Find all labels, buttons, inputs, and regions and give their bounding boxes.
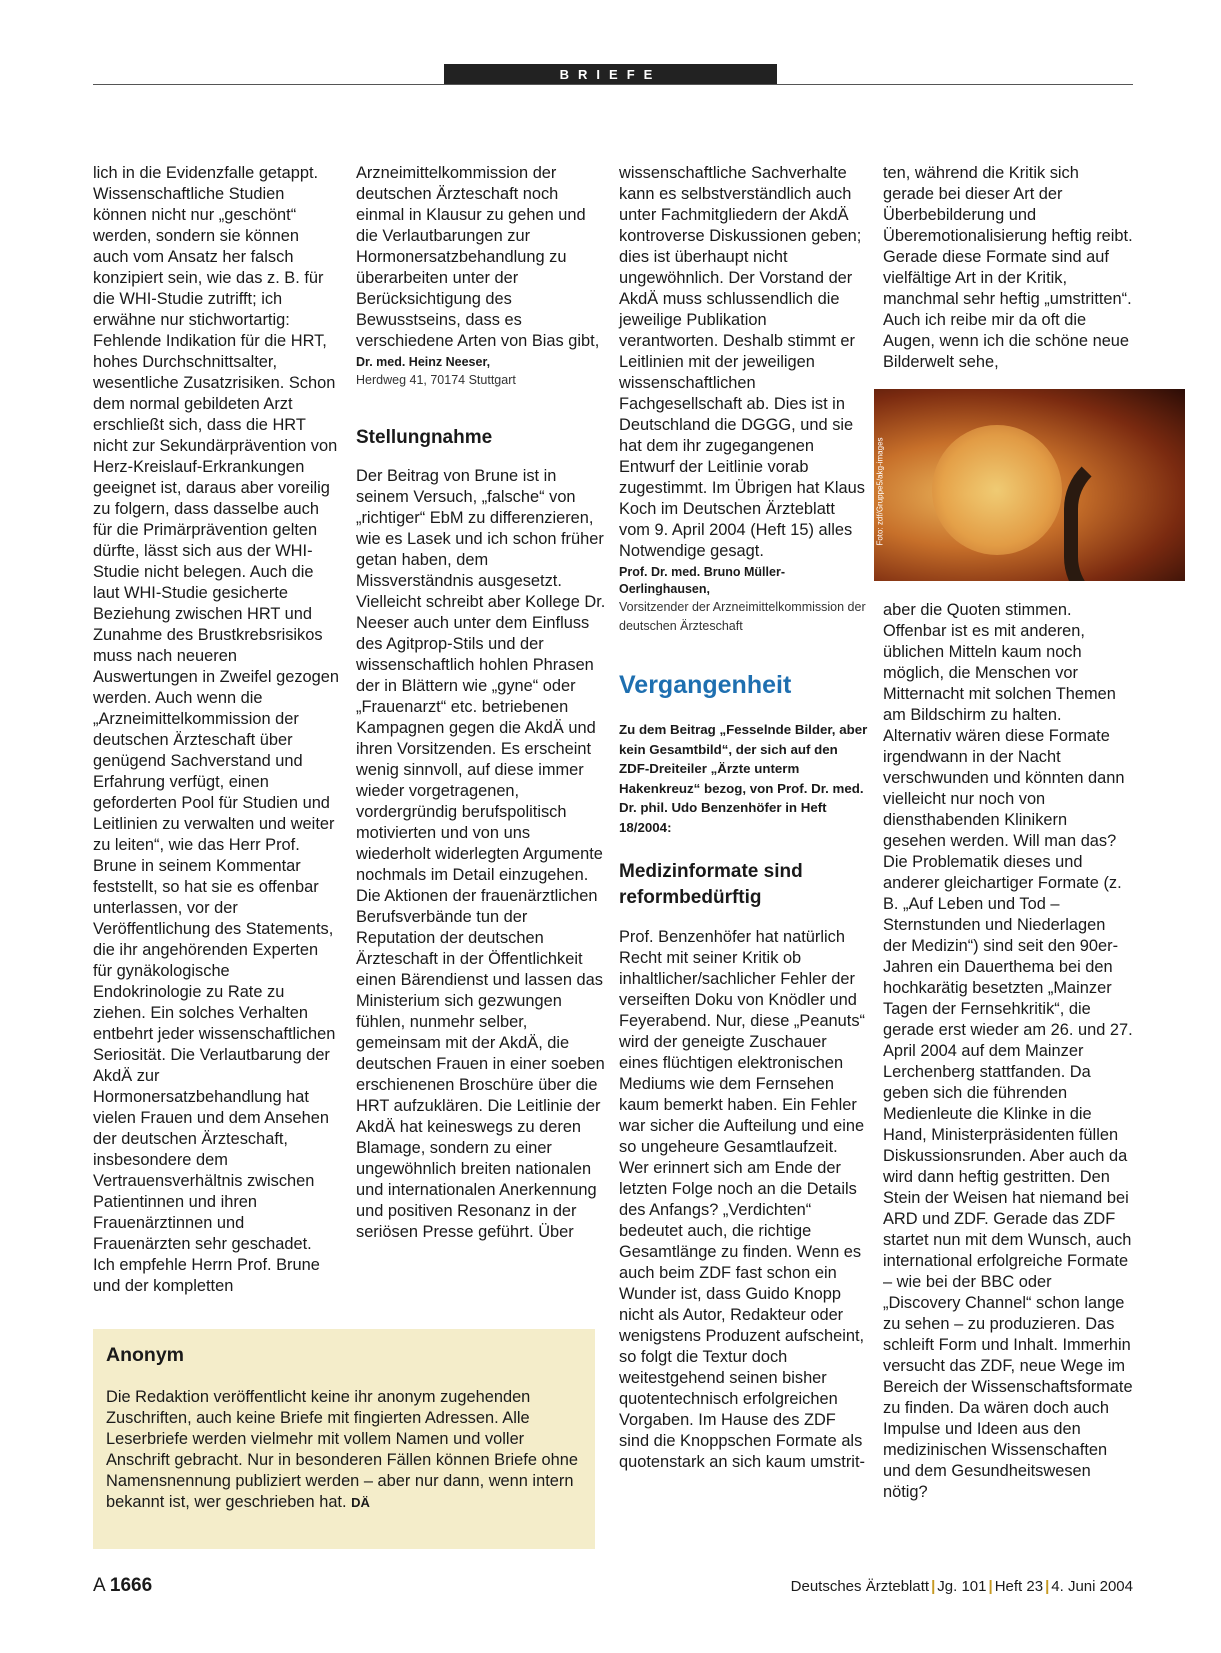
notice-body: Die Redaktion veröffentlicht keine ihr anonym zugehenden Zuschriften, auch keine Briefe mit fingierten Adressen. Alle Leserbriefe werden vielmehr mit vollem Namen und voller Anschrift gebracht. Nur in besonderen Fällen können Briefe ohne Namensnennung publiziert werden – aber nur dann, wenn intern bekannt ist, wer geschrieben hat. [106,1388,578,1511]
notice-sign: DÄ [351,1495,370,1510]
paragraph: wissenschaftliche Sachverhalte kann es selbstverständlich auch unter Fachmitgliedern der AkdÄ kontroverse Diskussionen geben; dies ist überhaupt nicht ungewöhnlich. Der Vorstand der AkdÄ muss schlussendlich die jeweilige Publikation verantworten. Deshalb stimmt er Leitlinien mit der jeweiligen wissenschaftlichen Fachgesellschaft ab. Dies ist in Deutschland die DGGG, und sie hat dem ihr zugegangenen Entwurf der Leitlinie vorab zugestimmt. Im Übrigen hat Klaus Koch im Deutschen Ärzteblatt vom 9. April 2004 (Heft 15) alles Notwendige gesagt. [619,164,865,560]
paragraph: aber die Quoten stimmen. Offenbar ist es mit anderen, üblichen Mitteln kaum noch möglich, die Menschen vor Mitternacht mit solchen Themen am Bildschirm zu halten. Alternativ wären diese Formate irgendwann in der Nacht verschwunden und könnten dann vielleicht nur noch von diensthabenden Klinikern gesehen werden. Will man das? Die Problematik dieses und anderer gleichartiger Formate (z. B. „Auf Leben und Tod – Sternstunden und Niederlagen der Medizin“) sind seit den 90er-Jahren ein Dauerthema bei den hochkarätig besetzten „Mainzer Tagen der Fernsehkritik“, die gerade erst wieder am 26. und 27. April 2004 auf dem Mainzer Lerchenberg stattfanden. Da geben sich die führenden Medienleute die Klinke in die Hand, Ministerpräsidenten füllen Diskussionsrunden. Aber auch da wird dann heftig gestritten. Den Stein der Weisen hat niemand bei ARD und ZDF. Gerade das ZDF startet nun mit dem Wunsch, auch international erfolgreiche Formate – wie bei der BBC oder „Discovery Channel“ schon lange zu sehen – zu produzieren. Das schleift Form und Inhalt. Immerhin versucht das ZDF, neue Wege im Bereich der Wissenschaftsformate zu finden. Da wären doch auch Impulse und Ideen aus den medizinischen Wissenschaften und dem Gesundheitswesen nötig? [883,601,1133,1501]
subheading: Stellungnahme [356,427,493,448]
paragraph: Arzneimittelkommission der deutschen Ärzteschaft noch einmal in Klausur zu gehen und die Verlautbarungen zur Hormonersatzbehandlung zu überarbeiten unter der Berücksichtigung des Bewusstseins, dass es verschiedene Arten von Bias gibt, [356,164,600,350]
header-rule [93,84,1133,85]
journal-date: 4. Juni 2004 [1051,1578,1133,1595]
paragraph: lich in die Evidenzfalle getappt. [93,164,319,182]
author-address: Herdweg 41, 70174 Stuttgart [356,373,516,387]
article-reference: Zu dem Beitrag „Fesselnde Bilder, aber kein Gesamtbild“, der sich auf den ZDF-Dreiteiler „Ärzte unterm Hakenkreuz“ bezog, von Prof. Dr. med. Dr. phil. Udo Benzenhöfer in Heft 18/2004: [619,722,868,835]
subheading: Medizinformate sind reformbedürftig [619,861,803,908]
author-affiliation: Vorsitzender der Arzneimittelkommission der deutschen Ärzteschaft [619,600,866,633]
author-name: Prof. Dr. med. Bruno Müller-Oerlinghausen, [619,565,785,596]
page-prefix: A [93,1575,105,1596]
column-2 [356,163,606,1243]
journal-volume: Jg. 101 [937,1578,987,1595]
paragraph: Wissenschaftliche Studien können nicht nur „geschönt“ werden, sondern sie können auch vom Ansatz her falsch konzipiert sein, wie das z. B. für die WHI-Studie zutrifft; ich erwähne nur stichwortartig: Fehlende Indikation für die HRT, hohes Durchschnittsalter, wesentliche Zusatzrisiken. Schon dem normal gebildeten Arzt erschließt sich, dass die HRT nicht zur Sekundärprävention von Herz-Kreislauf-Erkrankungen geeignet ist, daraus aber voreilig zu folgern, dass dasselbe auch für die Primärprävention gelten dürfte, lässt sich aus der WHI-Studie nicht belegen. Auch die laut WHI-Studie gesicherte Beziehung zwischen HRT und Zunahme des Brustkrebsrisikos muss nach neueren Auswertungen in Zweifel gezogen werden. Auch wenn die „Arzneimittelkommission der deutschen Ärzteschaft über genügend Sachverstand und Erfahrung verfügt, einen geforderten Pool für Studien und Leitlinien zu verwalten und weiter zu leiten“, wie das Herr Prof. Brune in seinem Kommentar feststellt, so hat sie es offenbar unterlassen, vor der Veröffentlichung des Statements, die ihr angehörenden Experten für gynäkologische Endokrinologie zu Rate zu ziehen. Ein solches Verhalten entbehrt jeder wissenschaftlichen Seriosität. Die Verlautbarung der AkdÄ zur Hormonersatzbehandlung hat vielen Frauen und dem Ansehen der deutschen Ärzteschaft, insbesondere dem Vertrauensverhältnis zwischen Patientinnen und ihren Frauenärztinnen und Frauenärzten sehr geschadet. [93,185,340,1253]
paragraph: Ich empfehle Herrn Prof. Brune und der kompletten [93,1256,320,1295]
author-name: Dr. med. Heinz Neeser, [356,355,491,369]
journal-issue: Heft 23 [994,1578,1044,1595]
journal-name: Deutsches Ärzteblatt [790,1578,930,1595]
paragraph: Der Beitrag von Brune ist in seinem Versuch, „falsche“ von „richtiger“ EbM zu differenzieren, wie es Lasek und ich schon früher getan haben, dem Missverständnis ausgesetzt. Vielleicht schreibt aber Kollege Dr. Neeser auch unter dem Einfluss des Agitprop-Stils und der wissenschaftlich hohlen Phrasen der in Blättern wie „gyne“ oder „Frauenarzt“ etc. betriebenen Kampagnen gegen die AkdÄ und ihren Vorsitzenden. Es erscheint wenig sinnvoll, auf diese immer wieder vorgetragenen, vordergründig berufspolitisch motivierten und von uns wiederholt widerlegten Argumente nochmals im Detail einzugehen. Die Aktionen der frauenärztlichen Berufsverbände tun der Reputation der deutschen Ärzteschaft in der Öffentlichkeit einen Bärendienst und lassen das Ministerium sich gezwungen fühlen, nunmehr selber, gemeinsam mit der AkdÄ, die deutschen Frauen in einer soeben erschienenen Broschüre über die HRT aufzuklären. Die Leitlinie der AkdÄ hat keineswegs zu deren Blamage, sondern zu einer ungewöhnlich breiten nationalen und internationalen Anerkennung und positiven Resonanz in der seriösen Presse geführt. Über [356,467,606,1241]
notice-title: Anonym [106,1344,184,1366]
page-number-value: 1666 [109,1575,153,1596]
paragraph: ten, während die Kritik sich gerade bei dieser Art der Überbebilderung und Überemotionalisierung heftig reibt. Gerade diese Formate sind auf vielfältige Art in der Kritik, manchmal sehr heftig „umstritten“. Auch ich reibe mir da oft die Augen, wenn ich die schöne neue Bilderwelt sehe, [883,164,1133,371]
snake-image [1064,449,1185,581]
column-4 [875,163,1133,1503]
page-number [93,1575,152,1597]
section-title: Vergangenheit [619,671,792,699]
journal-info: Deutsches Ärzteblatt | Jg. 101 | Heft 23 | 4. Juni 2004 [790,1578,1133,1595]
section-header: BRIEFE [444,64,777,85]
column-3 [619,163,869,1473]
swastika-image [932,425,1062,555]
paragraph: Prof. Benzenhöfer hat natürlich Recht mit seiner Kritik ob inhaltlicher/sachlicher Fehler der verseiften Doku von Knödler und Feyerabend. Nur, diese „Peanuts“ wird der geneigte Zuschauer eines flüchtigen elektronischen Mediums wie dem Fernsehen kaum bemerkt haben. Ein Fehler war sicher die Aufteilung und eine so ungeheure Gesamtlaufzeit. Wer erinnert sich am Ende der letzten Folge noch an die Details des Anfangs? „Verdichten“ bedeutet auch, die richtige Gesamtlänge zu finden. Wenn es auch beim ZDF fast schon ein Wunder ist, dass Guido Knopp nicht als Autor, Redakteur oder wenigstens Produzent aufscheint, so folgt die Textur doch weitestgehend seinen bisher quotentechnisch erfolgreichen Vorgaben. Im Hause des ZDF sind die Knoppschen Formate als quotenstark an sich kaum umstrit- [619,928,865,1471]
column-1 [93,163,339,1297]
swastika-snake-photo [874,389,1185,581]
notice-text [106,1387,586,1513]
photo-credit: Foto: zdf/Gruppe5/akg-images [875,437,885,546]
notice-box [93,1329,595,1549]
